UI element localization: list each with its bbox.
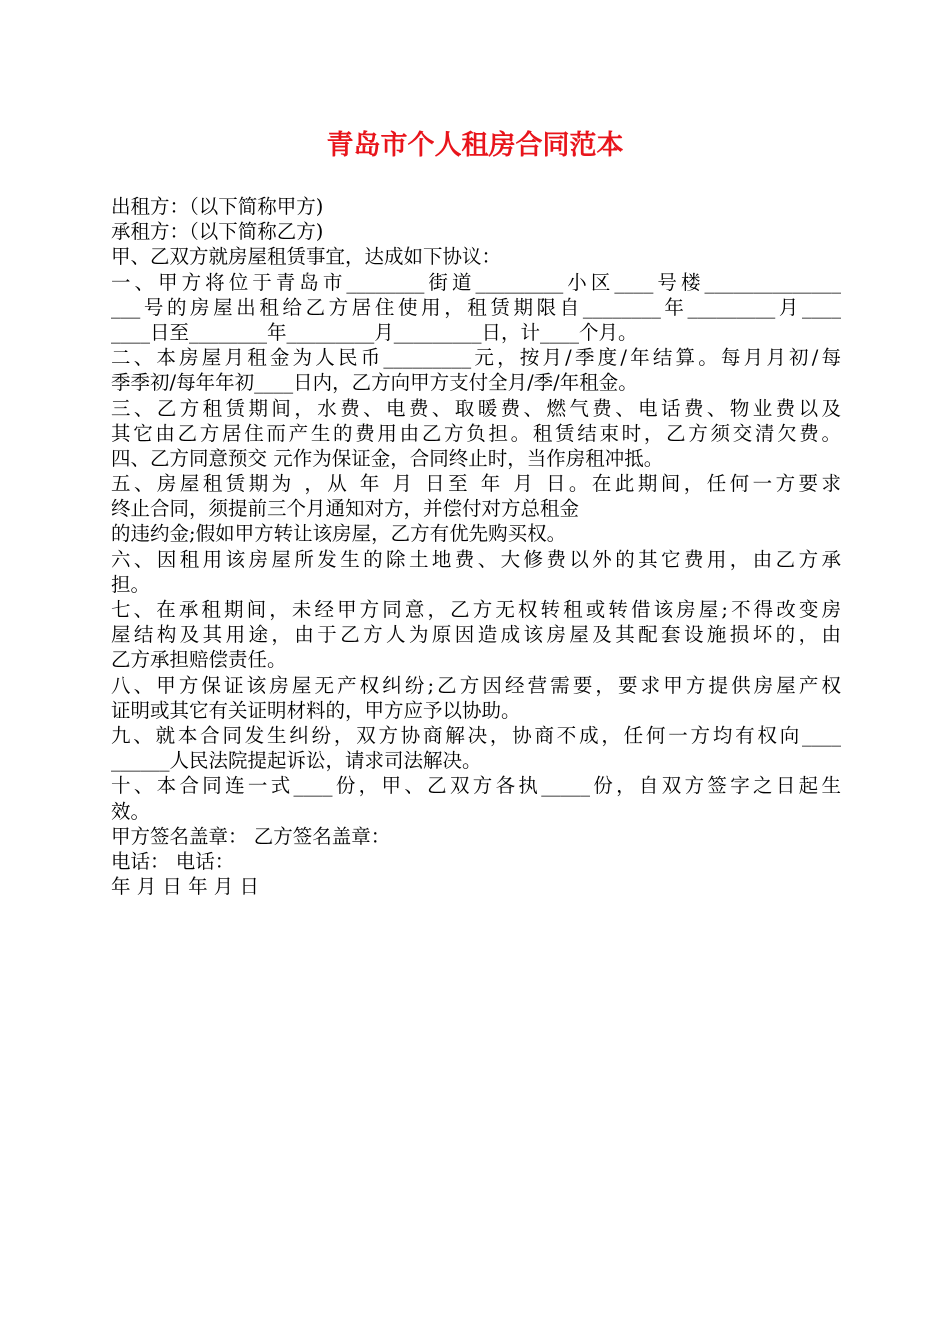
text-line: 十、本合同连一式____份，甲、乙双方各执_____份，自双方签字之日起生	[111, 774, 841, 798]
text-line: 年 月 日 年 月 日	[111, 875, 259, 899]
text-line: 效。	[111, 799, 151, 823]
text-line: 七、在承租期间，未经甲方同意，乙方无权转租或转借该房屋;不得改变房	[111, 598, 841, 621]
text-line: 乙方承担赔偿责任。	[111, 648, 287, 672]
text-line: 四、乙方同意预交 元作为保证金，合同终止时，当作房租冲抵。	[111, 446, 664, 470]
text-line: 五、房屋租赁期为 ，从 年 月 日至 年 月 日。在此期间，任何一方要求	[111, 472, 841, 496]
text-line: 一、甲方将位于青岛市________街道_________小区____号楼______________	[111, 270, 841, 294]
text-line: 六、因租用该房屋所发生的除土地费、大修费以外的其它费用，由乙方承	[111, 547, 841, 571]
text-line: 甲方签名盖章： 乙方签名盖章：	[111, 824, 391, 848]
text-line: 八、甲方保证该房屋无产权纠纷;乙方因经营需要，要求甲方提供房屋产权	[111, 673, 841, 697]
text-line: 九、就本合同发生纠纷，双方协商解决，协商不成，任何一方均有权向____	[111, 723, 841, 747]
text-line: 其它由乙方居住而产生的费用由乙方负担。租赁结束时，乙方须交清欠费。	[111, 421, 841, 445]
text-line: 担。	[111, 572, 151, 596]
document-title: 青岛市个人租房合同范本	[326, 130, 624, 161]
text-line: 出租方：（以下简称甲方)	[111, 195, 324, 218]
text-line: 的违约金;假如甲方转让该房屋，乙方有优先购买权。	[111, 522, 567, 546]
text-line: 电话： 电话：	[111, 849, 235, 873]
text-line: ______人民法院提起诉讼，请求司法解决。	[111, 749, 482, 773]
contract-body	[111, 194, 841, 899]
text-line: ___号的房屋出租给乙方居住使用，租赁期限自________年_________月____	[111, 295, 841, 319]
text-line: 承租方：（以下简称乙方)	[111, 220, 324, 244]
text-line: 季季初/每年年初____日内，乙方向甲方支付全月/季/年租金。	[111, 371, 638, 395]
text-line: 甲、乙双方就房屋租赁事宜，达成如下协议：	[111, 245, 502, 269]
text-line: 证明或其它有关证明材料的，甲方应予以协助。	[111, 698, 521, 722]
text-line: 终止合同，须提前三个月通知对方，并偿付对方总租金	[111, 497, 580, 521]
text-line: 屋结构及其用途，由于乙方人为原因造成该房屋及其配套设施损坏的，由	[111, 623, 841, 647]
text-line: 二、本房屋月租金为人民币_________元，按月/季度/年结算。每月月初/每	[111, 346, 841, 370]
text-line: ____日至________年_________月_________日，计____个月。	[111, 320, 638, 344]
text-line: 三、乙方租赁期间，水费、电费、取暖费、燃气费、电话费、物业费以及	[111, 396, 841, 420]
